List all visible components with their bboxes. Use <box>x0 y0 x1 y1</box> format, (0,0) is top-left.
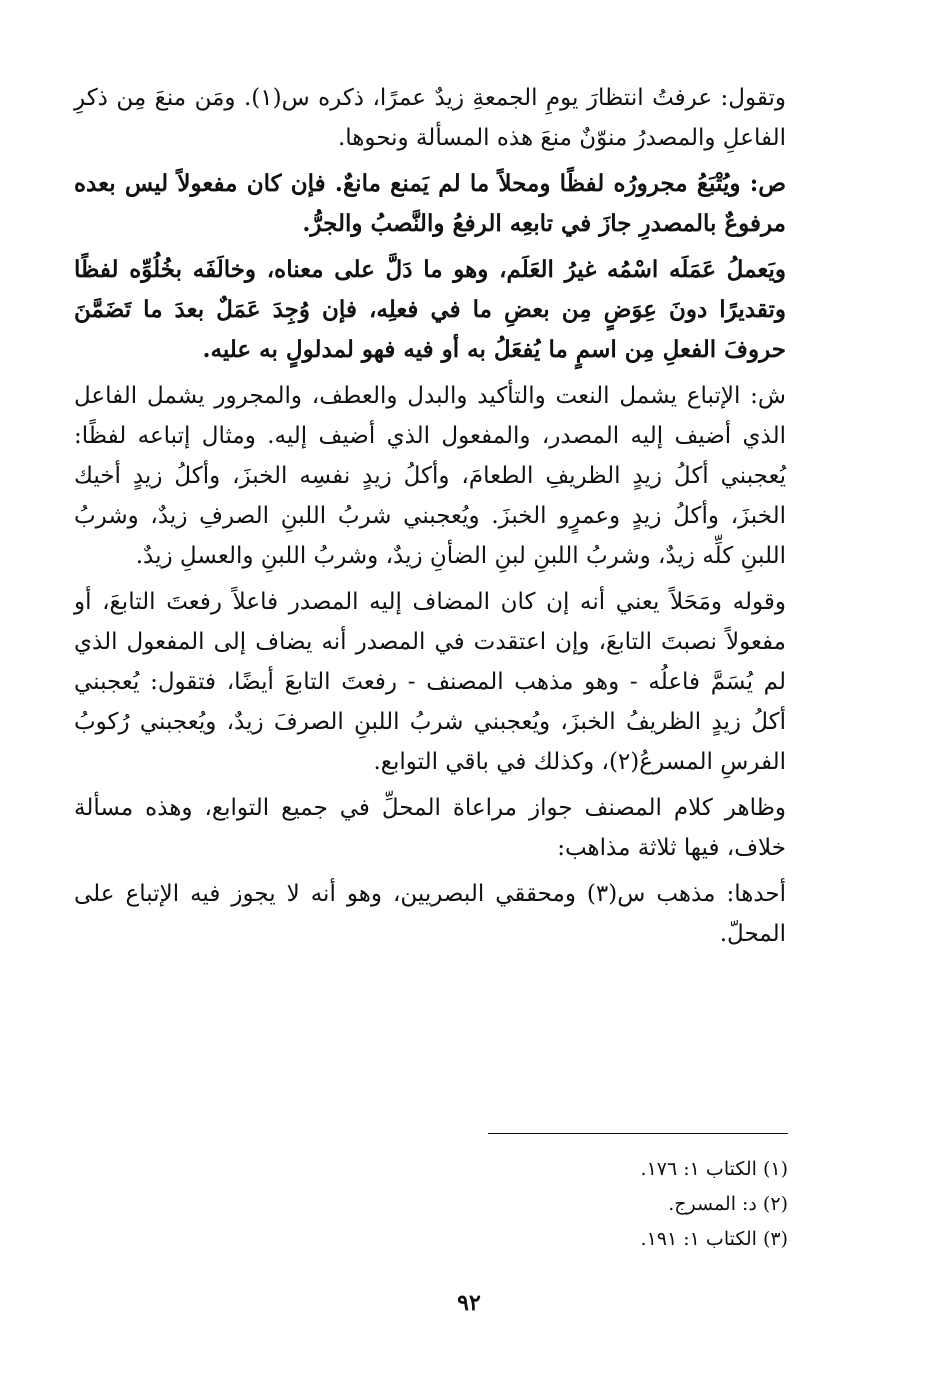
footnote-1: (١) الكتاب ١: ١٧٦. <box>640 1158 788 1180</box>
footnote-3: (٣) الكتاب ١: ١٩١. <box>640 1228 788 1250</box>
paragraph-sharh-2: وقوله ومَحَلاً يعني أنه إن كان المضاف إليه المصدر فاعلاً رفعتَ التابعَ، أو مفعولاً نصبتَ التابعَ، وإن اعتقدت في المصدر أنه يضاف إلى المفعول الذي لم يُسَمَّ فاعلُه - وهو مذهب المصنف - رفعتَ التابعَ أيضًا، فتقول: يُعجبني أكلُ زيدٍ الظريفُ الخبزَ، ويُعجبني شربُ اللبنِ الصرفَ زيدٌ، ويُعجبني رُكوبُ الفرسِ المسرعُ(٢)، وكذلك في باقي التوابع. <box>74 589 786 775</box>
paragraph-matn-1: ص: ويُتْبَعُ مجرورُه لفظًا ومحلاً ما لم يَمنع مانعٌ. فإن كان مفعولاً ليس بعده مرفوعٌ بالمصدرِ جازَ في تابعِه الرفعُ والنَّصبُ والجرُّ. <box>74 170 786 237</box>
paragraph-sharh-3: وظاهر كلام المصنف جواز مراعاة المحلِّ في جميع التوابع، وهذه مسألة خلاف، فيها ثلاثة مذاهب: <box>74 795 786 861</box>
paragraph-intro: وتقول: عرفتُ انتظارَ يومِ الجمعةِ زيدٌ عمرًا، ذكره س(١). ومَن منعَ مِن ذكرِ الفاعلِ والمصدرُ منوّنٌ منعَ هذه المسألة ونحوها. <box>74 85 786 151</box>
footnote-2: (٢) د: المسرج. <box>668 1193 788 1215</box>
main-text <box>74 78 786 960</box>
footnote-divider <box>488 1133 788 1134</box>
paragraph-sharh-4: أحدها: مذهب س(٣) ومحققي البصريين، وهو أنه لا يجوز فيه الإتباع على المحلّ. <box>74 881 787 947</box>
page-number: ٩٢ <box>457 1290 481 1316</box>
paragraph-sharh-1: ش: الإتباع يشمل النعت والتأكيد والبدل والعطف، والمجرور يشمل الفاعل الذي أضيف إليه المصدر، والمفعول الذي أضيف إليه. ومثال إتباعه لفظًا: يُعجبني أكلُ زيدٍ الظريفِ الطعامَ، وأكلُ زيدٍ نفسِه الخبزَ، وأكلُ زيدٍ أخيك الخبزَ، وأكلُ زيدٍ وعمرٍو الخبزَ. ويُعجبني شربُ اللبنِ الصرفِ زيدٌ، وشربُ اللبنِ كلِّه زيدٌ، وشربُ اللبنِ لبنِ الضأنِ زيدٌ، وشربُ اللبنِ والعسلِ زيدٌ. <box>74 383 786 569</box>
footnotes <box>460 1152 788 1257</box>
paragraph-matn-2: ويَعملُ عَمَلَه اسْمُه غيرُ العَلَم، وهو ما دَلَّ على معناه، وخالَفَه بخُلُوِّه لفظًا وتقديرًا دونَ عِوَضٍ مِن بعضِ ما في فعلِه، فإن وُجِدَ عَمَلٌ بعدَ ما تَضَمَّنَ حروفَ الفعلِ مِن اسمٍ ما يُفعَلُ به أو فيه فهو لمدلولٍ به عليه. <box>74 256 786 363</box>
